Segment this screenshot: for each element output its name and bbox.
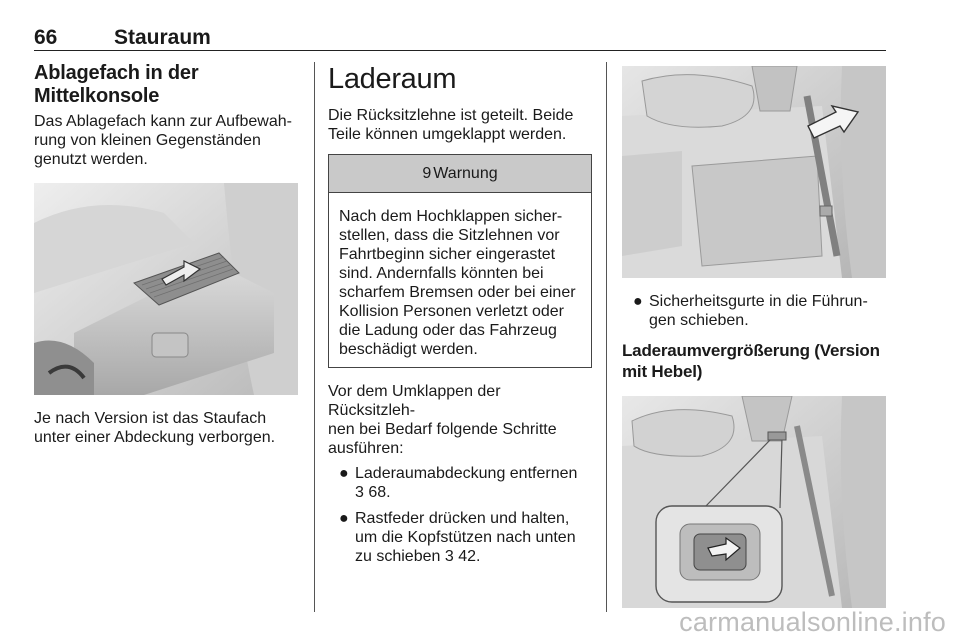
warning-line: Nach dem Hochklappen sicher- [339,208,563,225]
column-1 [34,62,300,447]
after-line: Je nach Version ist das Staufach [34,410,267,427]
section-heading-storage: Ablagefach in der Mittelkonsole [34,62,199,107]
figure-center-console [34,183,298,395]
figure-seatbelt-guide [622,66,886,278]
bullet-dot: ● [339,465,349,482]
warning-line: die Ladung oder das Fahrzeug [339,322,557,339]
warning-line: Kollision Personen verletzt oder [339,303,565,320]
list-item-line: um die Kopfstützen nach unten [355,529,576,546]
list-item [328,464,592,502]
intro-line: Das Ablagefach kann zur Aufbewah- [34,113,292,130]
list-item-line: Rastfeder drücken und halten, [355,510,570,527]
after-line: Vor dem Umklappen der Rücksitzleh- [328,383,501,419]
watermark: carmanualsonline.info [679,607,946,637]
section-heading-cargo: Laderaum [328,63,457,95]
intro-line: genutzt werden. [34,151,148,168]
reference-page: 68. [368,484,391,501]
list-item-line: gen schieben. [649,312,749,329]
list-item-line: Sicherheitsgurte in die Führun- [649,293,868,310]
list-item-line: Laderaumabdeckung entfernen [355,465,578,482]
running-title: Stauraum [114,26,211,49]
list-item-line: zu schieben [355,548,441,565]
warning-line: stellen, dass die Sitzlehnen vor [339,227,560,244]
list-item [328,509,592,566]
list-item [622,292,886,330]
column-divider-2 [606,62,607,612]
page-reference[interactable] [445,548,481,565]
reference-page: 42. [458,548,481,565]
reference-arrow-icon: 3 [444,548,454,565]
page-header [34,26,886,51]
column-2 [328,62,592,573]
column-divider-1 [314,62,315,612]
figure-release-lever [622,396,886,608]
warning-line: scharfem Bremsen oder bei einer [339,284,576,301]
warning-line: beschädigt werden. [339,341,478,358]
intro-line: rung von kleinen Gegenständen [34,132,261,149]
section-heading-extension: Laderaumvergrößerung (Version [622,341,880,360]
intro-line: Teile können umgeklappt werden. [328,126,567,143]
section-heading-extension: mit Hebel) [622,362,703,381]
bullet-dot: ● [339,510,349,527]
page-number: 66 [34,26,58,49]
after-line: ausführen: [328,440,404,457]
warning-line: sind. Andernfalls könnten bei [339,265,544,282]
warning-box [328,154,592,368]
warning-body [329,193,591,367]
warning-header [329,155,591,193]
intro-line: Die Rücksitzlehne ist geteilt. Beide [328,107,574,124]
warning-icon: 9 [422,164,432,182]
step-list [328,464,592,566]
page-reference[interactable] [355,484,391,501]
column-3 [622,66,886,608]
after-line: nen bei Bedarf folgende Schritte [328,421,557,438]
bullet-dot: ● [633,293,643,310]
seatbelt-list [622,292,886,330]
warning-line: Fahrtbeginn sicher eingerastet [339,246,556,263]
reference-arrow-icon: 3 [355,484,364,501]
warning-title: Warnung [433,164,498,182]
after-line: unter einer Abdeckung verborgen. [34,429,276,446]
